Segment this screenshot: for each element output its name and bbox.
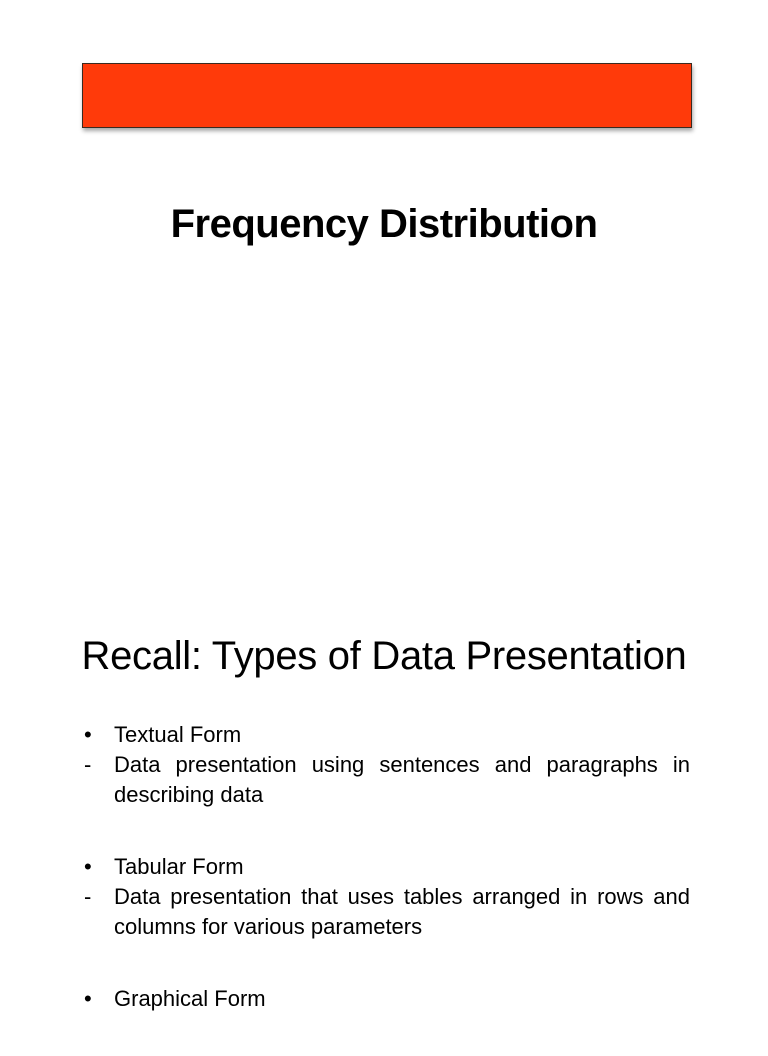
bullet-heading: Graphical Form bbox=[114, 986, 266, 1011]
bullet-marker: • bbox=[84, 986, 92, 1011]
list-item-graphical-form bbox=[80, 984, 690, 1014]
slide-2 bbox=[0, 560, 768, 1024]
dash-marker: - bbox=[84, 752, 92, 777]
bullet-marker: • bbox=[84, 722, 92, 747]
bullet-heading: Textual Form bbox=[114, 722, 242, 747]
title-banner-bar bbox=[82, 63, 692, 128]
bullet-description: Data presentation using sentences and paragraphs in describing data bbox=[114, 752, 690, 807]
bullet-marker: • bbox=[84, 854, 92, 879]
list-item-textual-form bbox=[80, 720, 690, 810]
bullet-heading: Tabular Form bbox=[114, 854, 244, 879]
dash-marker: - bbox=[84, 884, 92, 909]
slide-heading: Recall: Types of Data Presentation bbox=[81, 634, 687, 678]
list-item-tabular-form bbox=[80, 852, 690, 942]
bullet-description: Data presentation that uses tables arranged in rows and columns for various parameters bbox=[114, 884, 690, 939]
slide-title: Frequency Distribution bbox=[170, 202, 598, 246]
bullet-list bbox=[80, 720, 690, 1056]
